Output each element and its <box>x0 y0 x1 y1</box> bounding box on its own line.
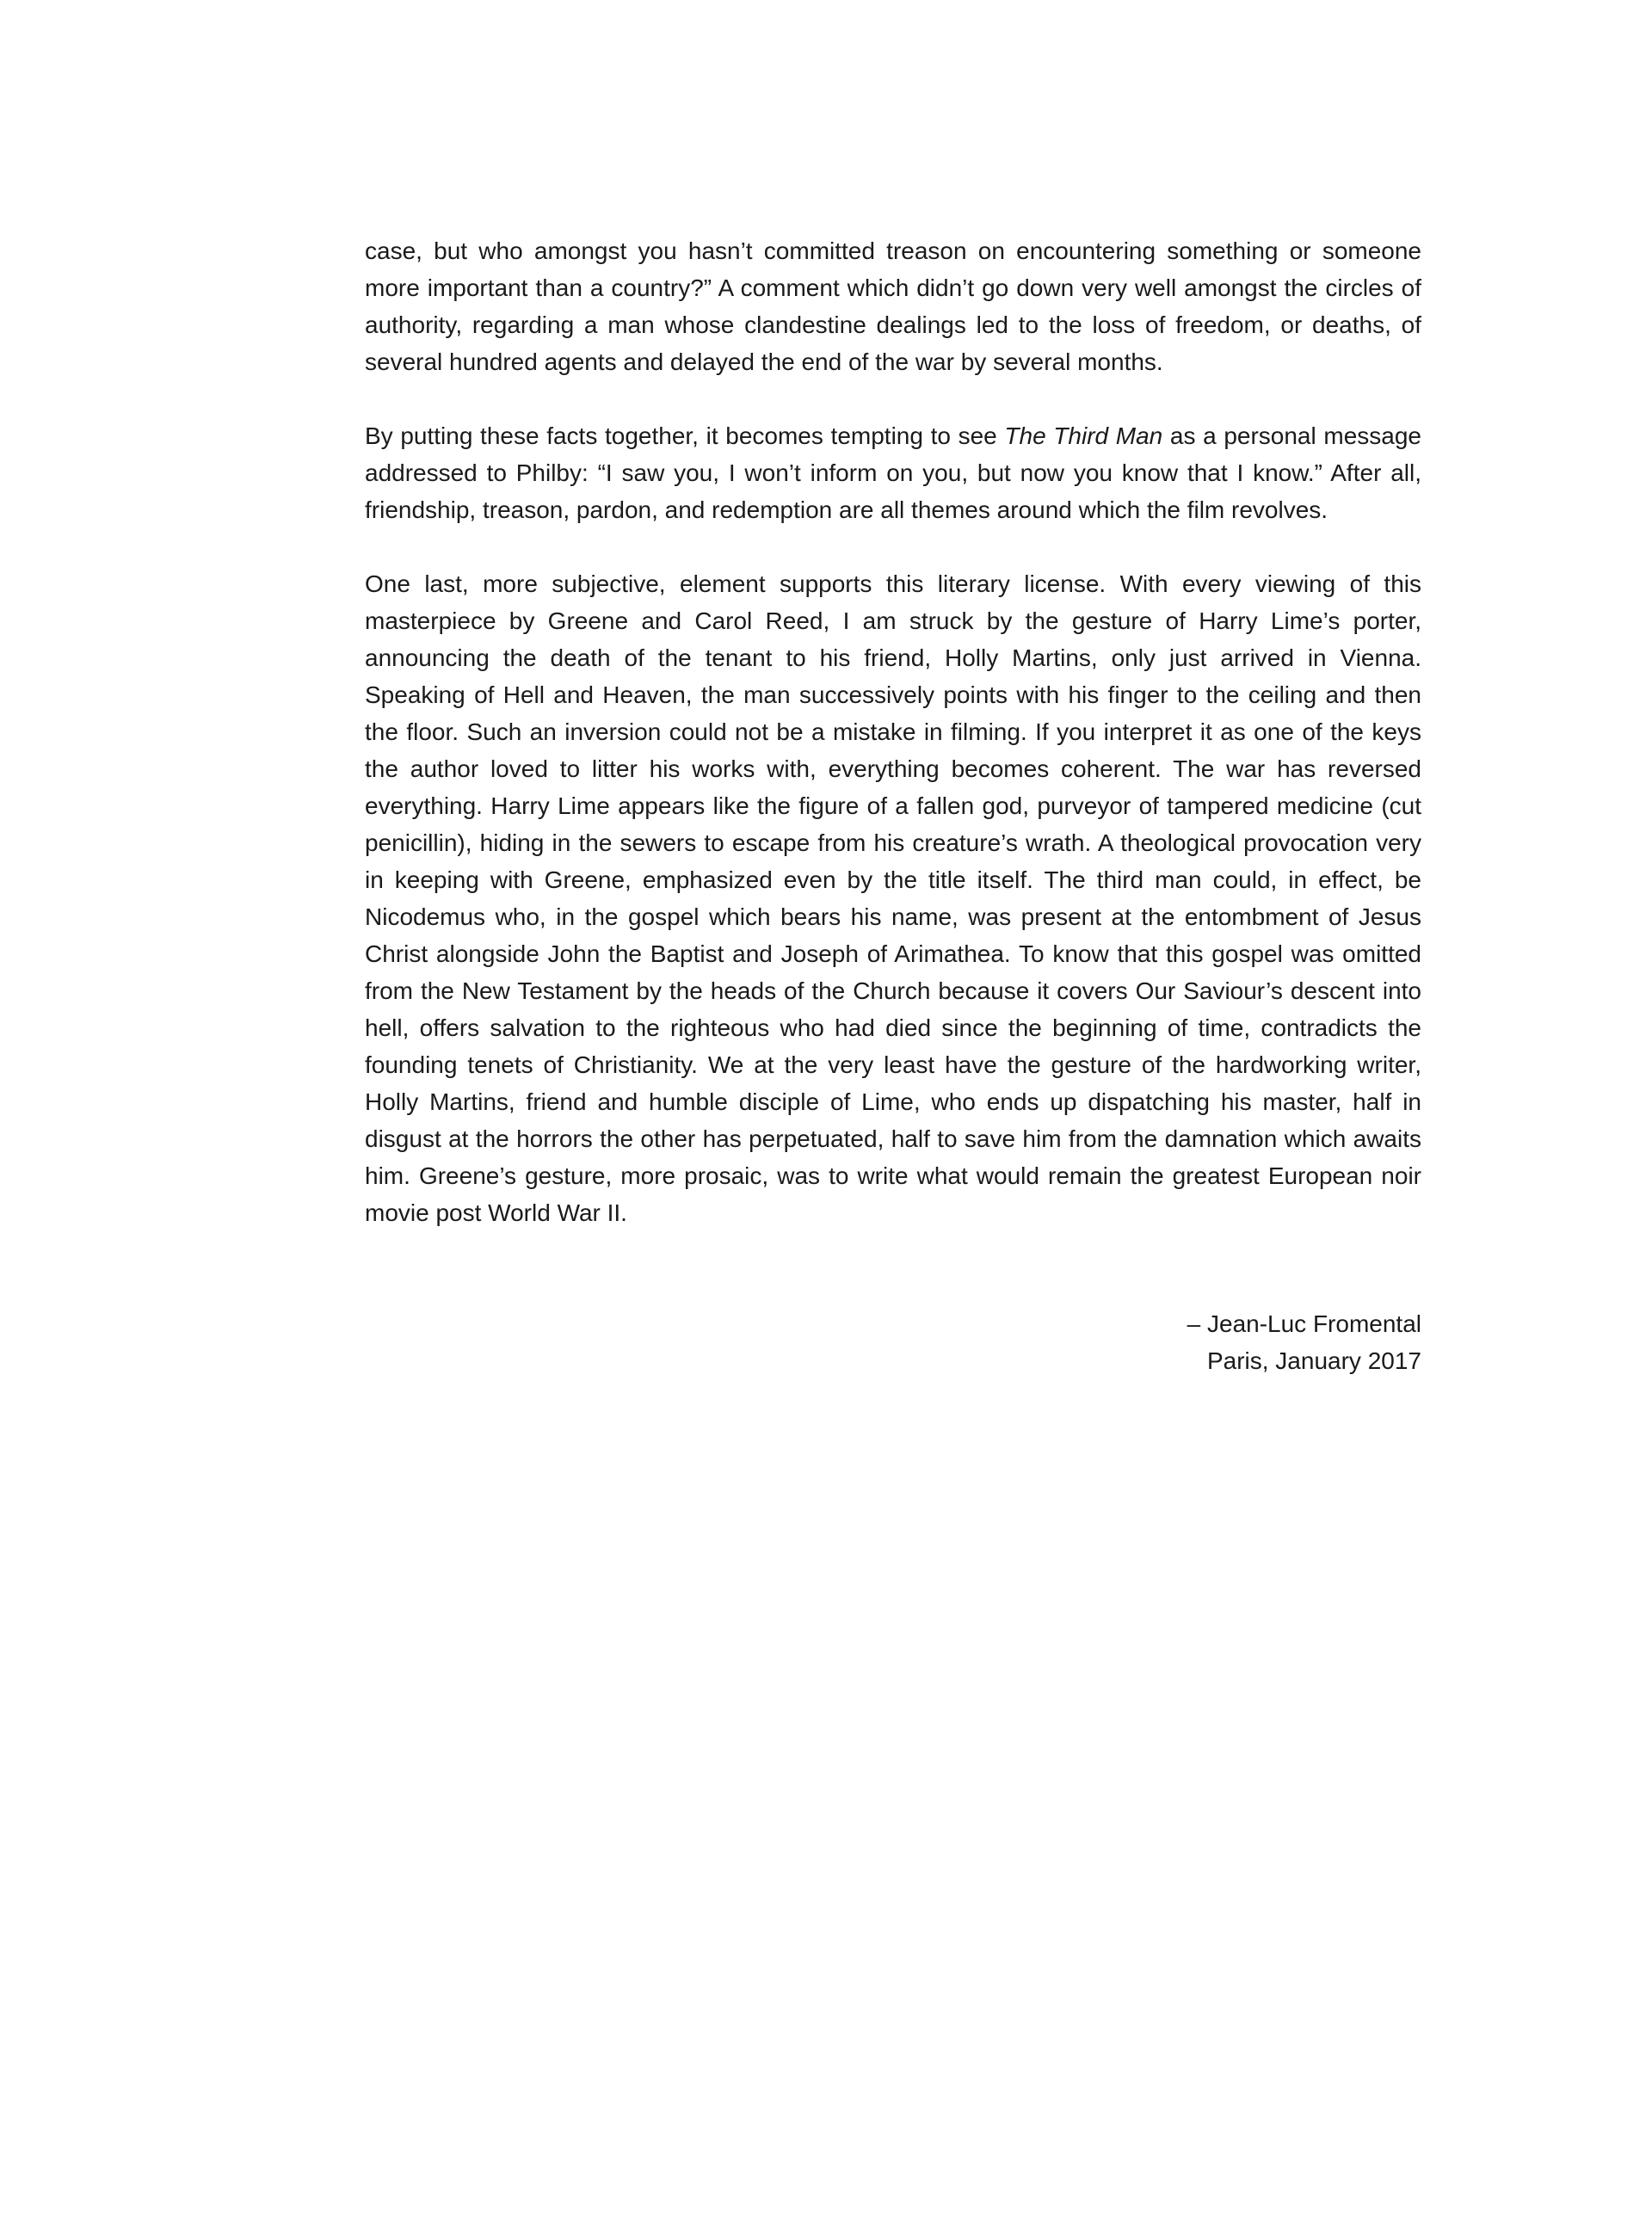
paragraph-2 <box>365 417 1421 528</box>
paragraph-2-before: By putting these facts together, it becomes tempting to see <box>365 422 1005 449</box>
paragraph-2-after: as a personal message addressed to Philby: “I saw you, I won’t inform on you, but now you know that I know.” After all, friendship, treason, pardon, and redemption are all themes around which the film revolves. <box>365 422 1421 523</box>
signature-block <box>365 1305 1421 1379</box>
author-name: – Jean-Luc Fromental <box>1187 1310 1421 1337</box>
paragraph-1: case, but who amongst you hasn’t committed treason on encountering something or someone more important than a country?” A comment which didn’t go down very well amongst the circles of authority, regarding a man whose clandestine dealings led to the loss of freedom, or deaths, of several hundred agents and delayed the end of the war by several months. <box>365 237 1421 375</box>
place-date: Paris, January 2017 <box>1206 1347 1421 1374</box>
document-page <box>365 232 1421 1379</box>
film-title: The Third Man <box>1004 422 1163 449</box>
paragraph-3: One last, more subjective, element supports this literary license. With every viewing of this masterpiece by Greene and Carol Reed, I am struck by the gesture of Harry Lime’s porter, announcing the death of the tenant to his friend, Holly Martins, only just arrived in Vienna. Speaking of Hell and Heaven, the man successively points with his finger to the ceiling and then the floor. Such an inversion could not be a mistake in filming. If you interpret it as one of the keys the author loved to litter his works with, everything becomes coherent. The war has reversed everything. Harry Lime appears like the figure of a fallen god, purveyor of tampered medicine (cut penicillin), hiding in the sewers to escape from his creature’s wrath. A theological provocation very in keeping with Greene, emphasized even by the title itself. The third man could, in effect, be Nicodemus who, in the gospel which bears his name, was present at the entombment of Jesus Christ alongside John the Baptist and Joseph of Arimathea. To know that this gospel was omitted from the New Testament by the heads of the Church because it covers Our Saviour’s descent into hell, offers salvation to the righteous who had died since the beginning of time, contradicts the founding tenets of Christianity. We at the very least have the gesture of the hardworking writer, Holly Martins, friend and humble disciple of Lime, who ends up dispatching his master, half in disgust at the horrors the other has perpetuated, half to save him from the damnation which awaits him. Greene’s gesture, more prosaic, was to write what would remain the greatest European noir movie post World War II. <box>365 570 1421 1226</box>
